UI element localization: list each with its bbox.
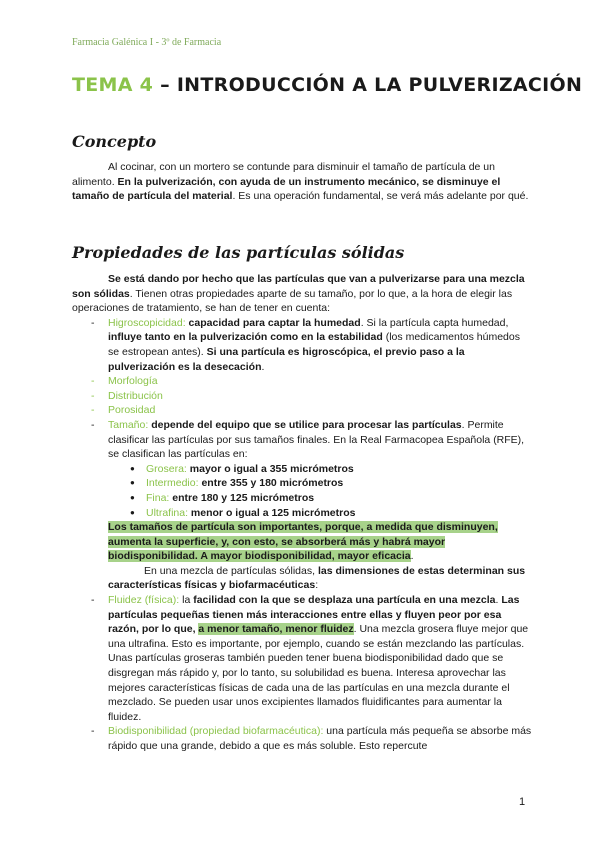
page-title xyxy=(72,74,582,96)
bold-text: las dimensiones de estas determinan sus características físicas y biofarmacéuticas xyxy=(108,564,526,592)
term-label: Distribución xyxy=(108,389,163,402)
propiedades-intro xyxy=(72,272,532,316)
list-item-biodisponibilidad xyxy=(72,724,532,753)
text: . Una mezcla grosera fluye mejor que una ultrafina. Esto es importante, por ejemplo, cuando se están mezclando las partículas. Unas partículas groseras también pueden tener buena biodisponibilidad dado que se disgregan más rápido y, por lo tanto, su solubilidad es buena. Interesa aprovechar las mejores características físicas de cada una de las partículas en una mezcla durante el mezclado. Se pueden usar unos excipientes llamados fluidificantes para aumentar la fluidez. xyxy=(108,623,529,723)
text: la xyxy=(179,594,194,607)
bold-text: En la pulverización, con ayuda de un instrumento mecánico, se disminuye el tamaño de partícula del material xyxy=(72,175,501,203)
highlighted-text: Los tamaños de partícula son importantes, porque, a medida que disminuyen, aumenta la superficie, y, con esto, se absorberá más y habrá mayor biodisponibilidad. A mayor biodisponibilidad, mayor eficacia xyxy=(108,521,498,563)
term-label: Morfología xyxy=(108,375,158,388)
heading-propiedades: Propiedades de las partículas sólidas xyxy=(72,243,405,262)
term-label: Porosidad xyxy=(108,404,156,417)
size-label: Grosera: xyxy=(146,462,187,475)
text: . xyxy=(111,175,118,188)
size-value: entre 180 y 125 micrómetros xyxy=(169,491,315,504)
text: : xyxy=(315,579,319,592)
size-value: mayor o igual a 355 micrómetros xyxy=(186,462,354,475)
bold-text: Se está dando por hecho que las partículas que van a pulverizarse para una mezcla son sólidas xyxy=(72,273,525,300)
concepto-paragraph xyxy=(72,160,532,204)
bold-text: depende del equipo que se utilice para procesar las partículas xyxy=(148,418,462,431)
text: . xyxy=(261,360,265,373)
size-item xyxy=(108,462,532,477)
propiedades-list xyxy=(72,316,532,754)
bold-text: Si una partícula es higroscópica, el previo paso a la pulverización es la desecación xyxy=(108,345,465,373)
term-label: Biodisponibilidad (propiedad biofarmacéutica): xyxy=(108,725,324,738)
text: (los medicamentos húmedos se estropean antes). xyxy=(108,331,520,358)
title-tema: TEMA 4 xyxy=(72,74,154,96)
term-label: Tamaño: xyxy=(108,418,149,431)
list-item-tamano xyxy=(72,418,532,593)
heading-concepto: Concepto xyxy=(72,132,157,151)
propiedades-section xyxy=(72,272,532,754)
size-label: Ultrafina: xyxy=(146,506,189,519)
bold-text: influye tanto en la pulverización como en la estabilidad xyxy=(108,331,383,344)
size-value: entre 355 y 180 micrómetros xyxy=(198,477,344,490)
size-label: Fina: xyxy=(146,491,170,504)
size-importance-note xyxy=(108,520,532,564)
size-classification-list xyxy=(108,462,532,520)
text: . Si la partícula capta humedad, xyxy=(360,316,509,329)
list-item-higroscopicidad xyxy=(72,316,532,374)
text: Al cocinar, con un mortero se contunde para disminuir el tamaño de partícula de un alimento xyxy=(72,161,495,188)
list-item-fluidez xyxy=(72,593,532,724)
highlighted-text: a menor tamaño, menor fluidez xyxy=(198,623,354,636)
page-number: 1 xyxy=(519,796,526,808)
text: . Tienen otras propiedades aparte de su tamaño, por lo que, a la hora de elegir las operaciones de tratamiento, se han de tener en cuenta: xyxy=(72,287,513,315)
page-header: Farmacia Galénica I - 3º de Farmacia xyxy=(72,37,222,48)
size-item xyxy=(108,491,532,506)
size-item xyxy=(108,506,532,521)
title-rest: – INTRODUCCIÓN A LA PULVERIZACIÓN xyxy=(153,74,583,96)
bold-text: Las partículas pequeñas tienen más interacciones entre ellas y fluyen peor por esa razón, por lo que, xyxy=(108,594,520,636)
bold-text: capacidad para captar la humedad xyxy=(185,316,361,329)
list-item-porosidad xyxy=(72,403,532,418)
text: . xyxy=(410,550,414,563)
bold-text: facilidad con la que se desplaza una partícula en una mezcla xyxy=(193,594,496,607)
list-item-morfologia xyxy=(72,374,532,389)
term-label: Fluidez (física): xyxy=(108,594,180,607)
text: . xyxy=(495,594,502,607)
size-item xyxy=(108,476,532,491)
text: En una mezcla de partículas sólidas, xyxy=(144,564,318,577)
text: . Permite clasificar las partículas por sus tamaños finales. En la Real Farmacopea Española (RFE), se clasifican las partículas en: xyxy=(108,418,525,461)
list-item-distribucion xyxy=(72,389,532,404)
term-label: Higroscopicidad: xyxy=(108,316,186,329)
text: una partícula más pequeña se absorbe más rápido que una grande, debido a que es más soluble. Esto repercute xyxy=(108,725,532,752)
size-label: Intermedio: xyxy=(146,477,199,490)
size-value: menor o igual a 125 micrómetros xyxy=(188,506,356,519)
mezcla-paragraph xyxy=(108,564,532,593)
text: . Es una operación fundamental, se verá más adelante por qué. xyxy=(232,190,529,203)
